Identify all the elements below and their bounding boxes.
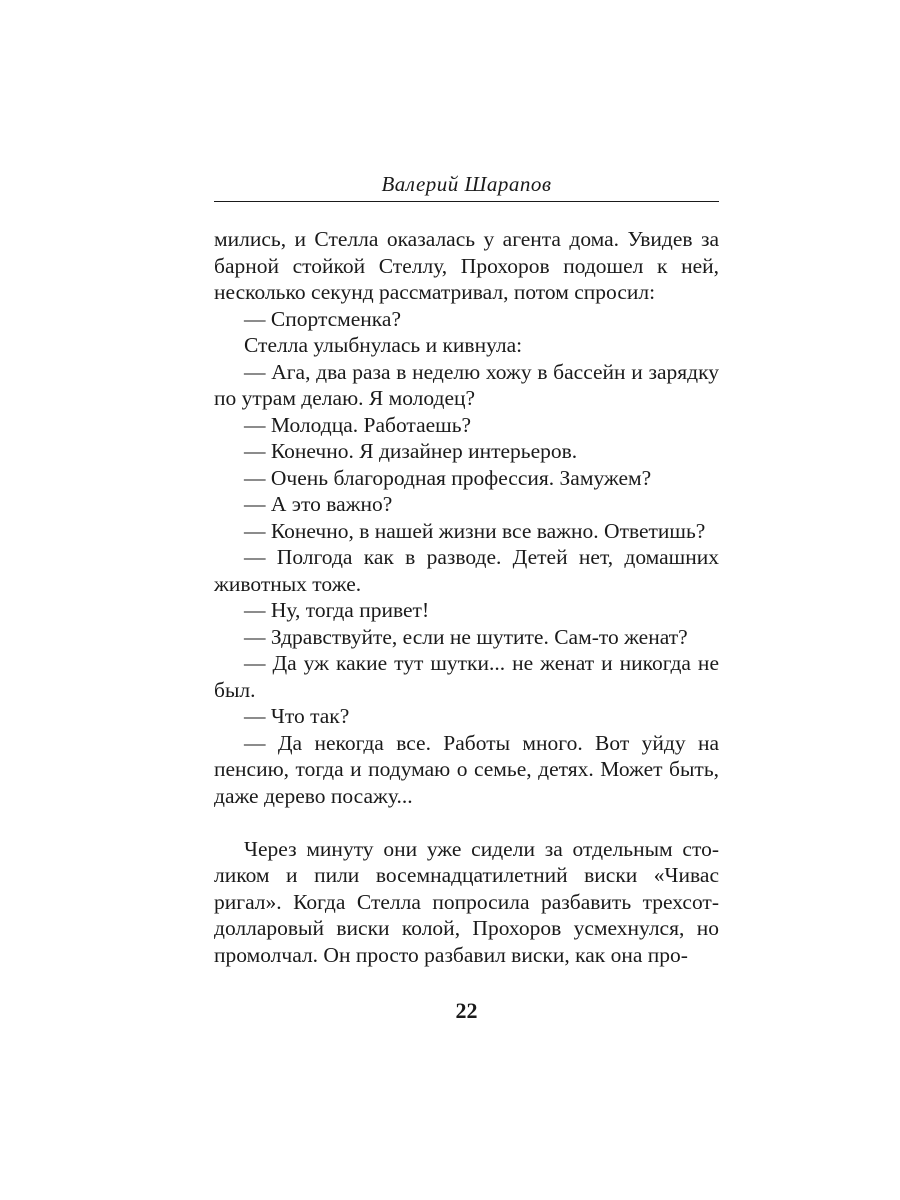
dialogue-line: — Спортсменка? [244, 306, 401, 331]
dialogue-line: — А это важно? [244, 492, 393, 516]
running-head-author: Валерий Шарапов [381, 172, 552, 196]
dialogue-line: — Ага, два раза в неделю хожу в бассейн и зарядку по утрам делаю. Я молодец? [214, 359, 719, 410]
dialogue-line: — Да некогда все. Работы много. Вот уйду на пенсию, тогда и подумаю о семье, детях. Может быть, даже дерево посажу... [214, 730, 719, 808]
narrative-paragraph: Через минуту они уже сидели за отдельным столиком и пили восемнадцатилетний виски «Чивас ригал». Когда Стелла попросила разбавить трехсотдолларовый виски колой, Прохоров усмехнулся, но промолчал. Он просто разбавил виски, как она про- [214, 836, 719, 967]
dialogue-line: — Конечно, в нашей жизни все важно. Ответишь? [244, 518, 706, 543]
dialogue-line: — Конечно. Я дизайнер интерьеров. [244, 439, 578, 463]
dialogue-line: — Молодца. Работаешь? [244, 412, 472, 437]
paragraph-continuation: мились, и Стелла оказалась у агента дома. Увидев за барной стойкой Стеллу, Прохоров подошел к ней, несколько секунд рассматривал, потом спросил: [214, 227, 719, 304]
dialogue-line: — Что так? [244, 704, 350, 728]
dialogue-line: — Очень благородная профессия. Замужем? [244, 465, 652, 490]
dialogue-line: — Да уж какие тут шутки... не женат и никогда не был. [214, 651, 719, 702]
dialogue-line: — Ну, тогда привет! [244, 598, 430, 622]
dialogue-line: — Полгода как в разводе. Детей нет, домашних животных тоже. [214, 545, 719, 596]
page-body [214, 226, 719, 968]
header-rule [214, 201, 719, 202]
dialogue-line: — Здравствуйте, если не шутите. Сам-то женат? [244, 624, 688, 649]
narrative-line: Стелла улыбнулась и кивнула: [244, 333, 523, 357]
section-break [214, 809, 719, 836]
page-number: 22 [455, 998, 478, 1023]
